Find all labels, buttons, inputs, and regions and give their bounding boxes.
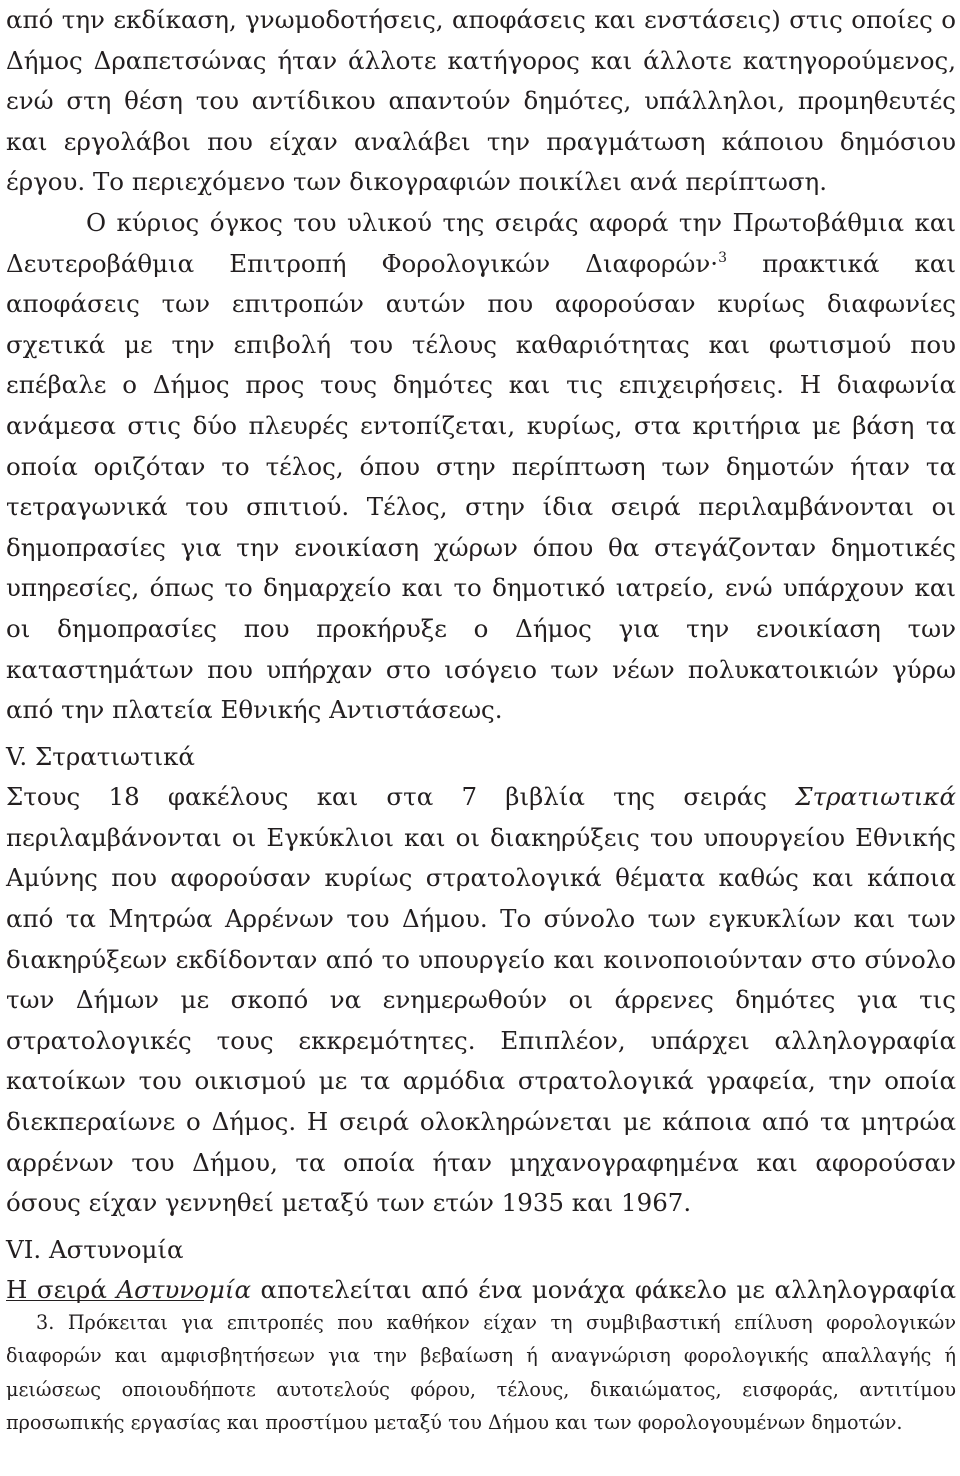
paragraph-text: Ο κύριος όγκος του υλικού της σειράς αφορά την Πρωτοβάθμια και Δευτεροβάθμια Επιτροπή Φορολογικών Διαφορών· [6, 207, 956, 278]
paragraph-text: περιλαμβάνονται οι Εγκύκλιοι και οι διακηρύξεις του υπουργείου Εθνικής Αμύνης που αφορούσαν κυρίως στρατολογικά θέματα καθώς και κάποια από τα Μητρώα Αρρένων του Δήμου. Το σύνολο των εγκυκλίων και των διακηρύξεων εκδίδονταν από το υπουργείο και κοινοποιούνταν στο σύνολο των Δήμων με σκοπό να ενημερωθούν οι άρρενες δημότες για τις στρατολογικές τους εκκρεμότητες. Επιπλέον, υπάρχει αλληλογραφία κατοίκων του οικισμού με τα αρμόδια στρατολογικά γραφεία, την οποία διεκπεραίωνε ο Δήμος. Η σειρά ολοκληρώνεται με κάποια από τα μητρώα αρρένων του Δήμου, τα οποία ήταν μηχανογραφημένα και αφορούσαν όσους είχαν γεννηθεί μεταξύ των ετών 1935 και 1967. [6, 822, 956, 1218]
paragraph-text: Στους 18 φακέλους και στα 7 βιβλία της σειράς [6, 782, 796, 812]
footnote [6, 1306, 956, 1440]
series-title: Αστυνομία [116, 1275, 251, 1305]
series-title: Στρατιωτικά [795, 782, 956, 812]
section-heading-v: V. Στρατιωτικά [6, 741, 195, 771]
paragraph-text: από την εκδίκαση, γνωμοδοτήσεις, αποφάσεις και ενστάσεις) στις οποίες ο Δήμος Δραπετσώνας ήταν άλλοτε κατήγορος και άλλοτε κατηγορούμενος, ενώ στη θέση του αντίδικου απαντούν δημότες, υπάλληλοι, προμηθευτές και εργολάβοι που είχαν αναλάβει την πραγμάτωση κάποιου δημόσιου έργου. Το περιεχόμενο των δικογραφιών ποικίλει ανά περίπτωση. [6, 5, 956, 197]
section-vi-paragraph [6, 1270, 956, 1311]
document-page [6, 0, 956, 1311]
paragraph-text: Η σειρά [6, 1275, 117, 1305]
footnote-reference[interactable]: 3 [718, 249, 727, 266]
paragraph-text: αποτελείται από ένα μονάχα φάκελο με αλληλογραφία [251, 1275, 956, 1305]
section-heading-vi: VI. Αστυνομία [6, 1234, 184, 1264]
footnote-divider [6, 1300, 204, 1301]
section-v-paragraph [6, 777, 956, 1224]
paragraph-text: πρακτικά και αποφάσεις των επιτροπών αυτών που αφορούσαν κυρίως διαφωνίες σχετικά με την επιβολή του τέλους καθαριότητας και φωτισμού που επέβαλε ο Δήμος προς τους δημότες και τις επιχειρήσεις. Η διαφωνία ανάμεσα στις δύο πλευρές εντοπίζεται, κυρίως, στα κριτήρια με βάση τα οποία οριζόταν το τέλος, όπου στην περίπτωση των δημοτών ήταν τα τετραγωνικά του σπιτιού. Τέλος, στην ίδια σειρά περιλαμβάνονται οι δημοπρασίες για την ενοικίαση χώρων όπου θα στεγάζονταν δημοτικές υπηρεσίες, όπως το δημαρχείο και το δημοτικό ιατρείο, ενώ υπάρχουν και οι δημοπρασίες που προκήρυξε ο Δήμος για την ενοικίαση των καταστημάτων που υπήρχαν στο ισόγειο των νέων πολυκατοικιών γύρω από την πλατεία Εθνικής Αντιστάσεως. [6, 248, 956, 725]
footnote-text: Πρόκειται για επιτροπές που καθήκον είχαν τη συμβιβαστική επίλυση φορολογικών διαφορών και αμφισβητήσεων για την βεβαίωση ή αναγνώριση φορολογικής απαλλαγής ή μειώσεως οποιουδήποτε αυτοτελούς φόρου, τέλους, δικαιώματος, εισφοράς, αντιτίμου προσωπικής εργασίας και προστίμου μεταξύ του Δήμου και των φορολογουμένων δημοτών. [6, 1311, 956, 1435]
footnote-number: 3. [36, 1311, 55, 1334]
body-paragraph-tax-committees [6, 203, 956, 731]
body-paragraph-continuation [6, 0, 956, 203]
